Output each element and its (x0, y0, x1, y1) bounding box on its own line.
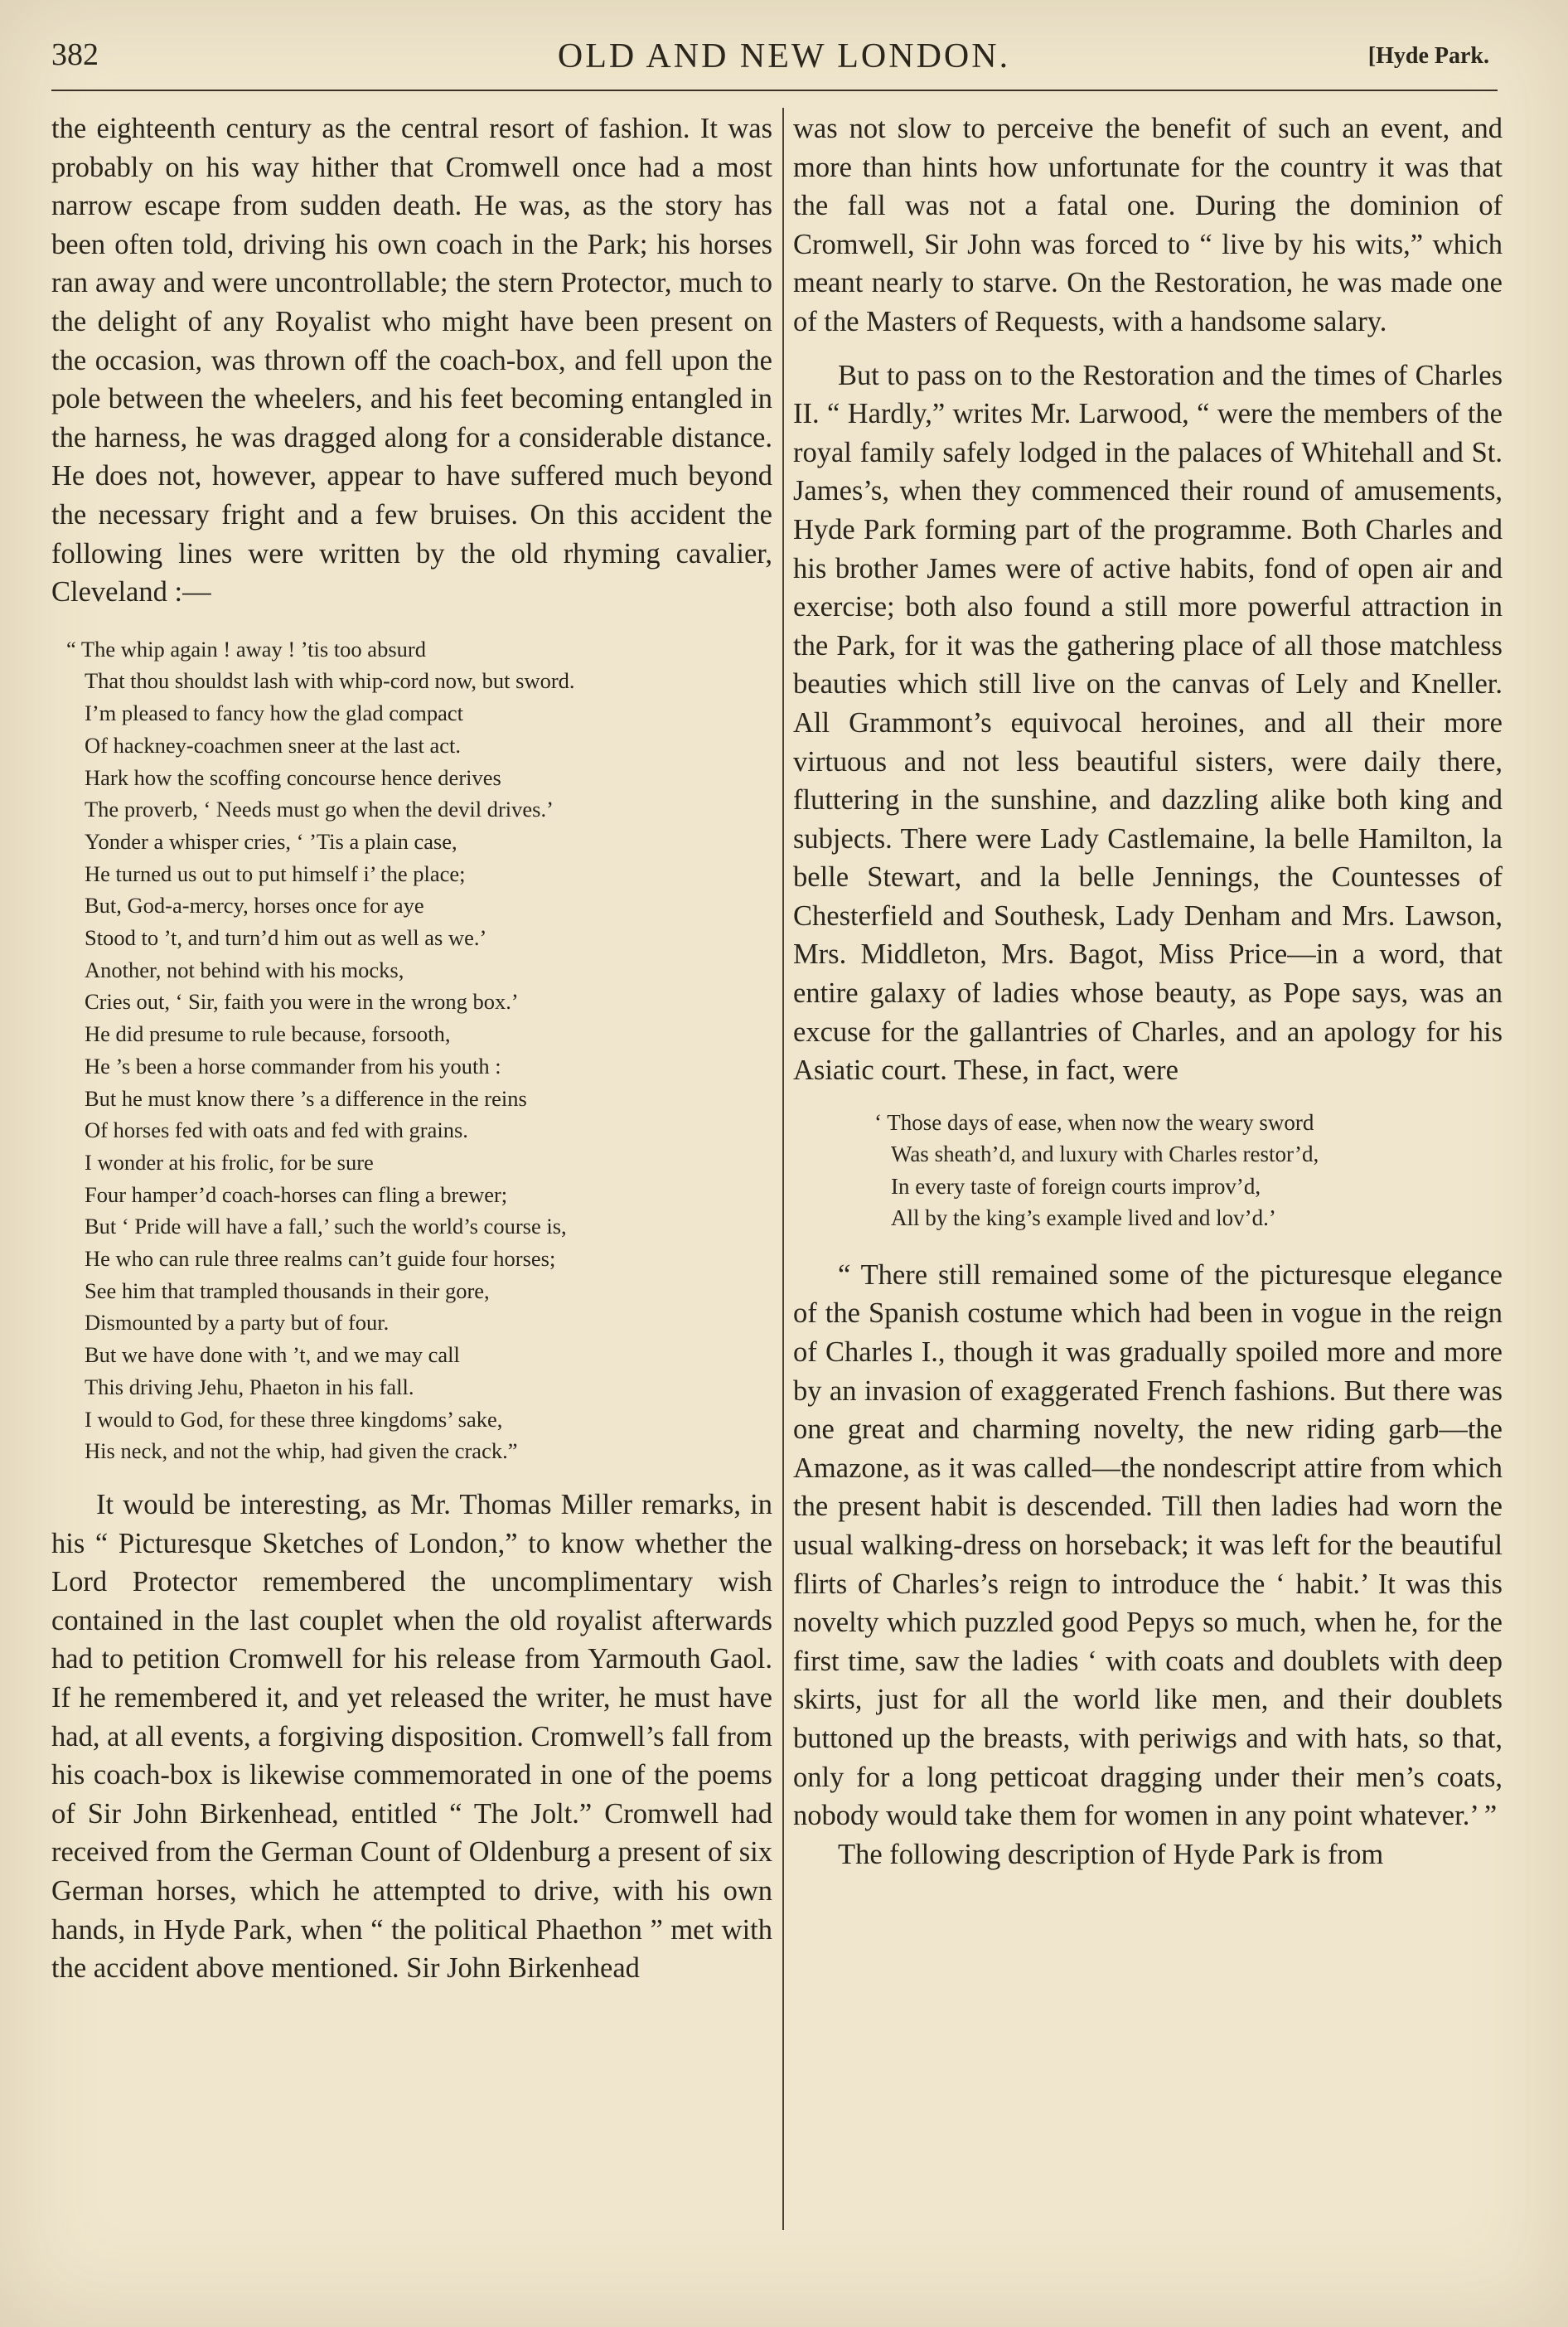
poem-line: But, God-a-mercy, horses once for aye (85, 893, 424, 919)
poem-line: His neck, and not the whip, had given the crack.” (85, 1438, 518, 1464)
right-paragraph-4: The following description of Hyde Park is from (838, 1838, 1384, 1870)
poem-line: The proverb, ‘ Needs must go when the devil drives.’ (85, 797, 554, 822)
poem-line: But we have done with ’t, and we may call (85, 1342, 460, 1368)
poem-line: Of hackney-coachmen sneer at the last act. (85, 732, 461, 758)
right-paragraph-3: “ There still remained some of the picturesque elegance of the Spanish costume which had been in vogue in the reign of Charles I., though it was gradually spoiled more and more by an invasion of exaggerated French fashions. But there was one great and charming novelty, the new riding garb—the Amazone, as it was called—the nondescript attire from which the present habit is descended. Till then ladies had worn the usual walking-dress on horseback; it was left for the beautiful flirts of Charles’s reign to introduce the ‘ habit.’ It was this novelty which puzzled good Pepys so much, when he, for the first time, saw the ladies ‘ with coats and doublets with deep skirts, just for all the world like men, and their doublets buttoned up the breasts, with periwigs and with hats, so that, only for a long petticoat dragging under their men’s coats, nobody would take them for women in any point whatever.’ ” (793, 1258, 1503, 1832)
quote-line: In every taste of foreign courts improv’d, (891, 1173, 1261, 1199)
poem-line: But ‘ Pride will have a fall,’ such the world’s course is, (85, 1214, 567, 1239)
poem-line: Of horses fed with oats and fed with grains. (85, 1117, 468, 1143)
poem-line: I would to God, for these three kingdoms’ sake, (85, 1406, 503, 1432)
quote-line: ‘ Those days of ease, when now the weary sword (874, 1109, 1314, 1135)
column-divider (782, 108, 784, 2230)
poem-line: “ The whip again ! away ! ’tis too absurd (66, 636, 426, 662)
right-paragraph-2: But to pass on to the Restoration and the times of Charles II. “ Hardly,” writes Mr. Larwood, “ were the members of the royal family safely lodged in the palaces of Whitehall and St. James’s, when they commenced their round of amusements, Hyde Park forming part of the programme. Both Charles and his brother James were of active habits, fond of open air and exercise; both also found a still more powerful attraction in the Park, for it was the gathering place of all those matchless beauties which still live on the canvas of Lely and Kneller. All Grammont’s equivocal heroines, and all their more virtuous and not less beautiful sisters, were daily there, fluttering in the sunshine, and dazzling alike both king and subjects. There were Lady Castlemaine, la belle Hamilton, la belle Stewart, and la belle Jennings, the Countesses of Chesterfield and Southesk, Lady Denham and Mrs. Lawson, Mrs. Middleton, Mrs. Bagot, Miss Price—in a word, that entire galaxy of ladies whose beauty, as Pope says, was an excuse for the gallantries of Charles, and an apology for his Asiatic court. These, in fact, were (793, 359, 1503, 1087)
poem-line: Four hamper’d coach-horses can fling a brewer; (85, 1181, 508, 1207)
poem-line: I’m pleased to fancy how the glad compact (85, 701, 463, 726)
poem-line: This driving Jehu, Phaeton in his fall. (85, 1374, 414, 1399)
poem-line: Cries out, ‘ Sir, faith you were in the wrong box.’ (85, 989, 519, 1015)
poem-line: But he must know there ’s a difference in the reins (85, 1085, 527, 1111)
right-paragraph-1: was not slow to perceive the benefit of such an event, and more than hints how unfortunate for the country it was that the fall was not a fatal one. During the dominion of Cromwell, Sir John was forced to “ live by his wits,” which meant nearly to starve. On the Restoration, he was made one of the Masters of Requests, with a handsome salary. (793, 113, 1503, 337)
right-column (793, 109, 1503, 1874)
poem-line: Hark how the scoffing concourse hence derives (85, 764, 501, 790)
pope-quotation (874, 1107, 1503, 1234)
section-heading: [Hyde Park. (1367, 43, 1489, 69)
poem-line: I wonder at his frolic, for be sure (85, 1149, 374, 1175)
quote-line: All by the king’s example lived and lov’d.’ (891, 1205, 1276, 1231)
poem-line: Yonder a whisper cries, ‘ ’Tis a plain case, (85, 828, 457, 854)
left-column (51, 109, 772, 1988)
running-title: OLD AND NEW LONDON. (557, 37, 1011, 75)
poem-line: He who can rule three realms can’t guide four horses; (85, 1246, 556, 1272)
left-paragraph-2: It would be interesting, as Mr. Thomas Miller remarks, in his “ Picturesque Sketches of London,” to know whether the Lord Protector remembered the uncomplimentary wish contained in the last couplet when the old royalist afterwards had to petition Cromwell for his release from Yarmouth Gaol. If he remembered it, and yet released the writer, he must have had, at all events, a forgiving disposition. Cromwell’s fall from his coach-box is likewise commemorated in one of the poems of Sir John Birkenhead, entitled “ The Jolt.” Cromwell had received from the German Count of Oldenburg a present of six German horses, which he attempted to drive, with his own hands, in Hyde Park, when “ the political Phaethon ” met with the accident above mentioned. Sir John Birkenhead (51, 1489, 772, 1985)
left-paragraph-1: the eighteenth century as the central resort of fashion. It was probably on his way hither that Cromwell once had a most narrow escape from sudden death. He was, as the story has been often told, driving his own coach in the Park; his horses ran away and were uncontrollable; the stern Protector, much to the delight of any Royalist who might have been present on the occasion, was thrown off the coach-box, and fell upon the pole between the wheelers, and his feet becoming entangled in the harness, he was dragged along for a considerable distance. He does not, however, appear to have suffered much beyond the necessary fright and a few bruises. On this accident the following lines were written by the old rhyming cavalier, Cleveland :— (51, 113, 772, 608)
quote-line: Was sheath’d, and luxury with Charles restor’d, (891, 1142, 1319, 1167)
poem-line: He turned us out to put himself i’ the place; (85, 861, 466, 886)
header-rule (51, 90, 1498, 91)
poem-line: Stood to ’t, and turn’d him out as well as we.’ (85, 925, 487, 951)
poem-line: See him that trampled thousands in their gore, (85, 1277, 490, 1303)
poem-line: That thou shouldst lash with whip-cord now, but sword. (85, 668, 575, 694)
poem-line: He ’s been a horse commander from his youth : (85, 1053, 501, 1079)
poem-line: Dismounted by a party but of four. (85, 1310, 390, 1336)
poem-line: He did presume to rule because, forsooth, (85, 1021, 451, 1047)
page-number: 382 (51, 37, 99, 72)
cleveland-poem (66, 633, 772, 1467)
poem-line: Another, not behind with his mocks, (85, 957, 404, 982)
